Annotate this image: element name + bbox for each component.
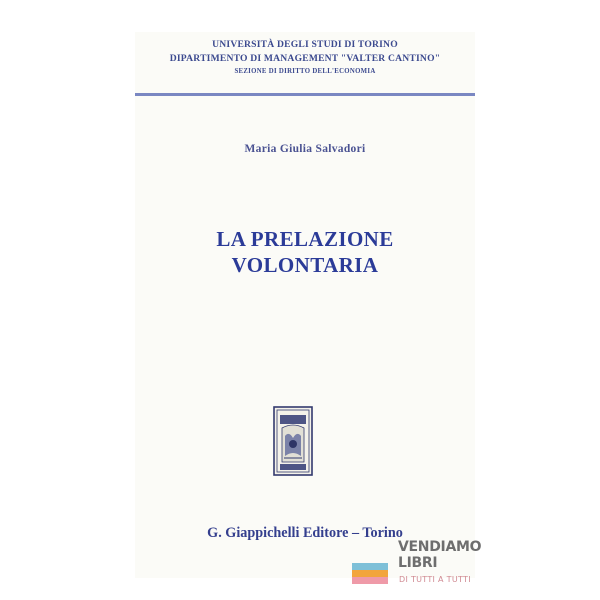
department-name: DIPARTIMENTO DI MANAGEMENT "VALTER CANTINO" <box>169 53 441 64</box>
watermark-stripe-pink <box>352 577 388 584</box>
university-name: UNIVERSITÀ DEGLI STUDI DI TORINO <box>212 39 398 50</box>
watermark-text-line-1: VENDIAMO <box>398 539 482 555</box>
author-name: Maria Giulia Salvadori <box>244 143 366 155</box>
watermark-text-line-2: LIBRI <box>398 555 438 571</box>
book-title-line-2: VOLONTARIA <box>231 253 379 277</box>
book-cover <box>135 32 475 578</box>
publisher-emblem-icon <box>273 406 313 476</box>
watermark-stripe-blue <box>352 563 388 570</box>
vendiamo-libri-watermark <box>352 535 482 591</box>
watermark-stripe-orange <box>352 570 388 577</box>
watermark-tagline: DI TUTTI A TUTTI <box>399 575 471 584</box>
section-name: SEZIONE DI DIRITTO DELL'ECONOMIA <box>234 68 376 75</box>
book-title-line-1: LA PRELAZIONE <box>216 227 394 251</box>
publisher-line: G. Giappichelli Editore – Torino <box>207 525 403 541</box>
header-divider <box>135 93 475 96</box>
